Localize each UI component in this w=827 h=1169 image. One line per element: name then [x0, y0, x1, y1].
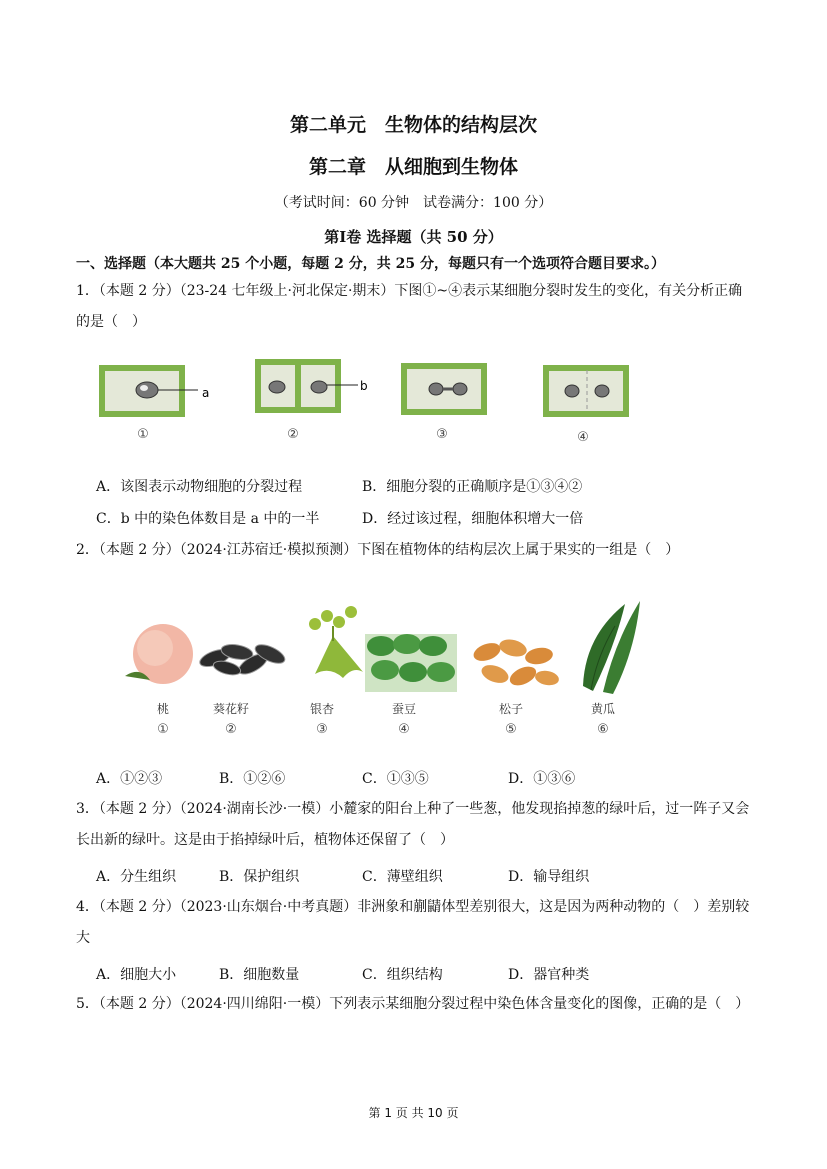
fruit-number-4: ④: [398, 722, 410, 737]
q2-option-d: D．①③⑥: [508, 771, 576, 787]
q1-option-a: A．该图表示动物细胞的分裂过程: [96, 479, 303, 495]
fruit-number-6: ⑥: [597, 722, 609, 737]
fruits-figure: [115, 596, 650, 701]
q1-option-d: D．经过该过程，细胞体积增大一倍: [362, 511, 584, 527]
fruit-label-2: 葵花籽: [212, 702, 249, 716]
q3-option-a: A．分生组织: [96, 869, 177, 885]
exam-info: （考试时间：60 分钟 试卷满分：100 分）: [274, 195, 553, 211]
cucumber-image: [583, 601, 640, 694]
fruit-label-3: 银杏: [309, 702, 334, 716]
sunflower-seeds-image: [198, 641, 288, 678]
fruit-label-5: 松子: [498, 702, 523, 716]
question-3-text: 3．（本题 2 分）（2024·湖南长沙·一模）小麓家的阳台上种了一些葱，他发现掐掉葱的绿叶后，过一阵子又会长出新的绿叶。这是由于掐掉绿叶后，植物体还保留了（ ）: [76, 801, 750, 848]
q4-option-c: C．组织结构: [362, 967, 443, 983]
fruit-number-3: ③: [316, 722, 328, 737]
cell-2-diagram: [258, 362, 368, 410]
label-b: b: [360, 379, 368, 393]
broad-beans-image: [365, 634, 457, 692]
q1-option-b: B．细胞分裂的正确顺序是①③④②: [362, 479, 583, 495]
cell-4-diagram: [546, 368, 626, 414]
section-heading: 一、选择题（本大题共 25 个小题，每题 2 分，共 25 分，每题只有一个选项符合题目要求。）: [76, 256, 665, 272]
fruit-number-1: ①: [157, 722, 169, 737]
peach-image: [125, 624, 193, 684]
q3-option-c: C．薄壁组织: [362, 869, 443, 885]
q4-option-d: D．器官种类: [508, 967, 590, 983]
q4-option-b: B．细胞数量: [219, 967, 300, 983]
fruit-label-6: 黄瓜: [590, 702, 615, 716]
q3-option-b: B．保护组织: [219, 869, 300, 885]
cell-1-diagram: [102, 368, 209, 414]
pine-nuts-image: [471, 637, 560, 690]
cell-number-3: ③: [436, 427, 448, 442]
question-5-text: 5．（本题 2 分）（2024·四川绵阳·一模）下列表示某细胞分裂过程中染色体含量变化的图像，正确的是（ ）: [76, 996, 750, 1012]
fruit-label-4: 蚕豆: [391, 702, 416, 716]
q2-option-b: B．①②⑥: [219, 771, 286, 787]
page-footer: 第 1 页 共 10 页: [368, 1106, 459, 1120]
fruit-label-1: 桃: [156, 702, 169, 716]
unit-title: 第二单元 生物体的结构层次: [289, 114, 537, 136]
q3-option-d: D．输导组织: [508, 869, 590, 885]
q4-option-a: A．细胞大小: [96, 967, 177, 983]
label-a: a: [202, 386, 210, 400]
q1-option-c: C．b 中的染色体数目是 a 中的一半: [96, 511, 320, 527]
question-1-text: 1．（本题 2 分）（23-24 七年级上·河北保定·期末）下图①~④表示某细胞分裂时发生的变化，有关分析正确的是（ ）: [76, 283, 743, 330]
q2-option-c: C．①③⑤: [362, 771, 429, 787]
question-2-text: 2．（本题 2 分）（2024·江苏宿迁·模拟预测）下图在植物体的结构层次上属于果实的一组是（ ）: [76, 542, 680, 558]
fruit-number-5: ⑤: [505, 722, 517, 737]
question-4-text: 4．（本题 2 分）（2023·山东烟台·中考真题）非洲象和蒯鼱体型差别很大，这是因为两种动物的（ ）差别较大: [76, 899, 750, 946]
q2-option-a: A．①②③: [96, 771, 163, 787]
cell-number-2: ②: [287, 427, 299, 442]
cell-number-4: ④: [577, 430, 589, 445]
ginkgo-image: [309, 606, 363, 678]
part-title: 第Ⅰ卷 选择题（共 50 分）: [324, 228, 503, 246]
cell-number-1: ①: [137, 427, 149, 442]
chapter-title: 第二章 从细胞到生物体: [308, 156, 518, 178]
fruit-number-2: ②: [225, 722, 237, 737]
cell-3-diagram: [404, 366, 484, 412]
